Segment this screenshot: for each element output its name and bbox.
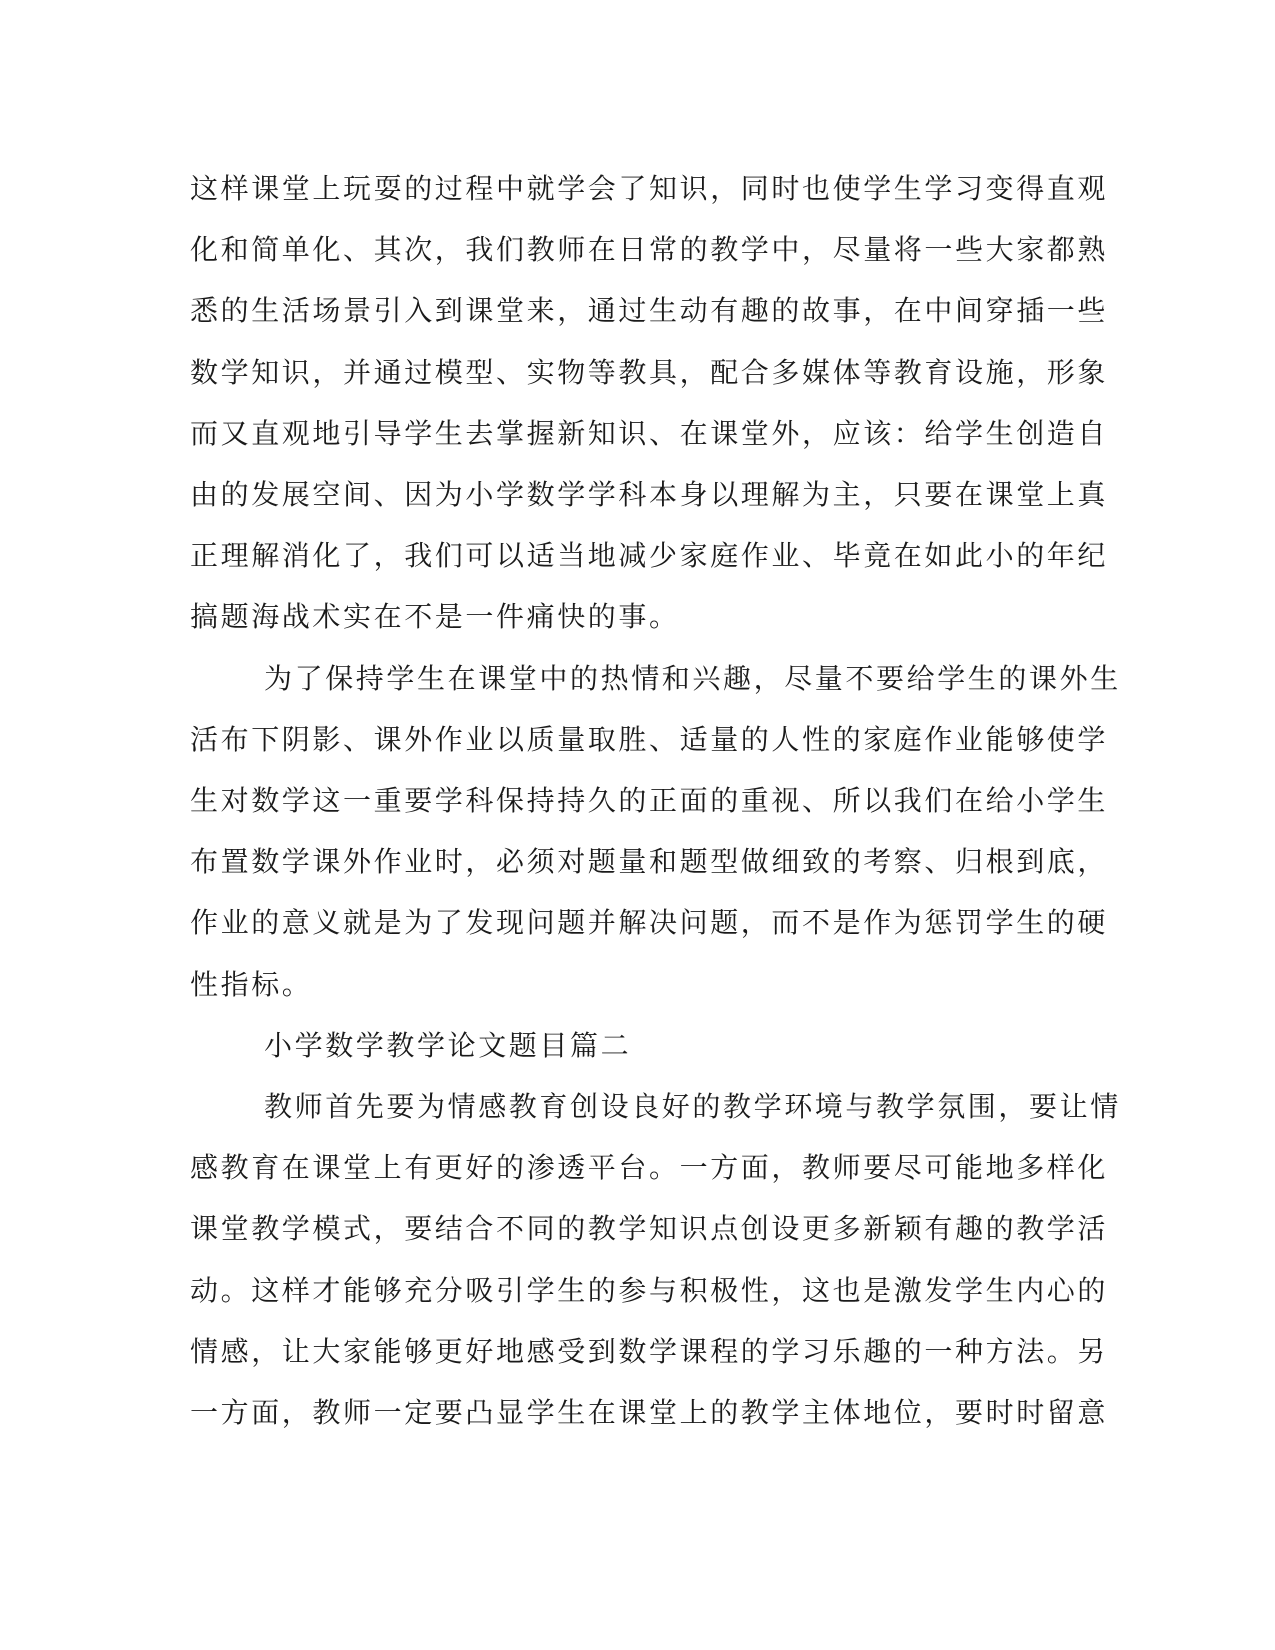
text-line: 教师首先要为情感教育创设良好的教学环境与教学氛围，要让情 bbox=[264, 1090, 1121, 1124]
text-line: 活布下阴影、课外作业以质量取胜、适量的人性的家庭作业能够使学 bbox=[190, 722, 1109, 756]
paragraph-homework bbox=[190, 648, 1121, 1015]
text-line: 动。这样才能够充分吸引学生的参与积极性，这也是激发学生内心的 bbox=[190, 1273, 1109, 1307]
text-line: 一方面，教师一定要凸显学生在课堂上的教学主体地位，要时时留意 bbox=[190, 1396, 1109, 1430]
text-line: 情感，让大家能够更好地感受到数学课程的学习乐趣的一种方法。另 bbox=[190, 1334, 1109, 1368]
text-line: 为了保持学生在课堂中的热情和兴趣，尽量不要给学生的课外生 bbox=[264, 661, 1121, 695]
text-line: 悉的生活场景引入到课堂来，通过生动有趣的故事，在中间穿插一些 bbox=[190, 294, 1109, 328]
text-line: 作业的意义就是为了发现问题并解决问题，而不是作为惩罚学生的硬 bbox=[190, 906, 1109, 940]
text-line: 而又直观地引导学生去掌握新知识、在课堂外，应该：给学生创造自 bbox=[190, 416, 1109, 450]
paragraph-continuation bbox=[190, 158, 1109, 648]
text-line: 化和简单化、其次，我们教师在日常的教学中，尽量将一些大家都熟 bbox=[190, 233, 1109, 267]
text-line: 数学知识，并通过模型、实物等教具，配合多媒体等教育设施，形象 bbox=[190, 355, 1109, 389]
text-line: 布置数学课外作业时，必须对题量和题型做细致的考察、归根到底， bbox=[190, 845, 1109, 879]
text-line: 由的发展空间、因为小学数学学科本身以理解为主，只要在课堂上真 bbox=[190, 478, 1109, 512]
text-line: 这样课堂上玩耍的过程中就学会了知识，同时也使学生学习变得直观 bbox=[190, 172, 1109, 205]
text-line: 正理解消化了，我们可以适当地减少家庭作业、毕竟在如此小的年纪 bbox=[190, 539, 1109, 573]
text-line: 性指标。 bbox=[190, 967, 313, 1001]
section-heading bbox=[190, 1015, 1070, 1076]
document-body bbox=[190, 158, 1121, 1443]
heading-text: 小学数学教学论文题目篇二 bbox=[264, 1028, 632, 1062]
text-line: 感教育在课堂上有更好的渗透平台。一方面，教师要尽可能地多样化 bbox=[190, 1151, 1109, 1185]
text-line: 课堂教学模式，要结合不同的教学知识点创设更多新颖有趣的教学活 bbox=[190, 1212, 1109, 1246]
text-line: 生对数学这一重要学科保持持久的正面的重视、所以我们在给小学生 bbox=[190, 784, 1109, 818]
paragraph-emotion-education bbox=[190, 1076, 1121, 1443]
text-line: 搞题海战术实在不是一件痛快的事。 bbox=[190, 600, 680, 634]
